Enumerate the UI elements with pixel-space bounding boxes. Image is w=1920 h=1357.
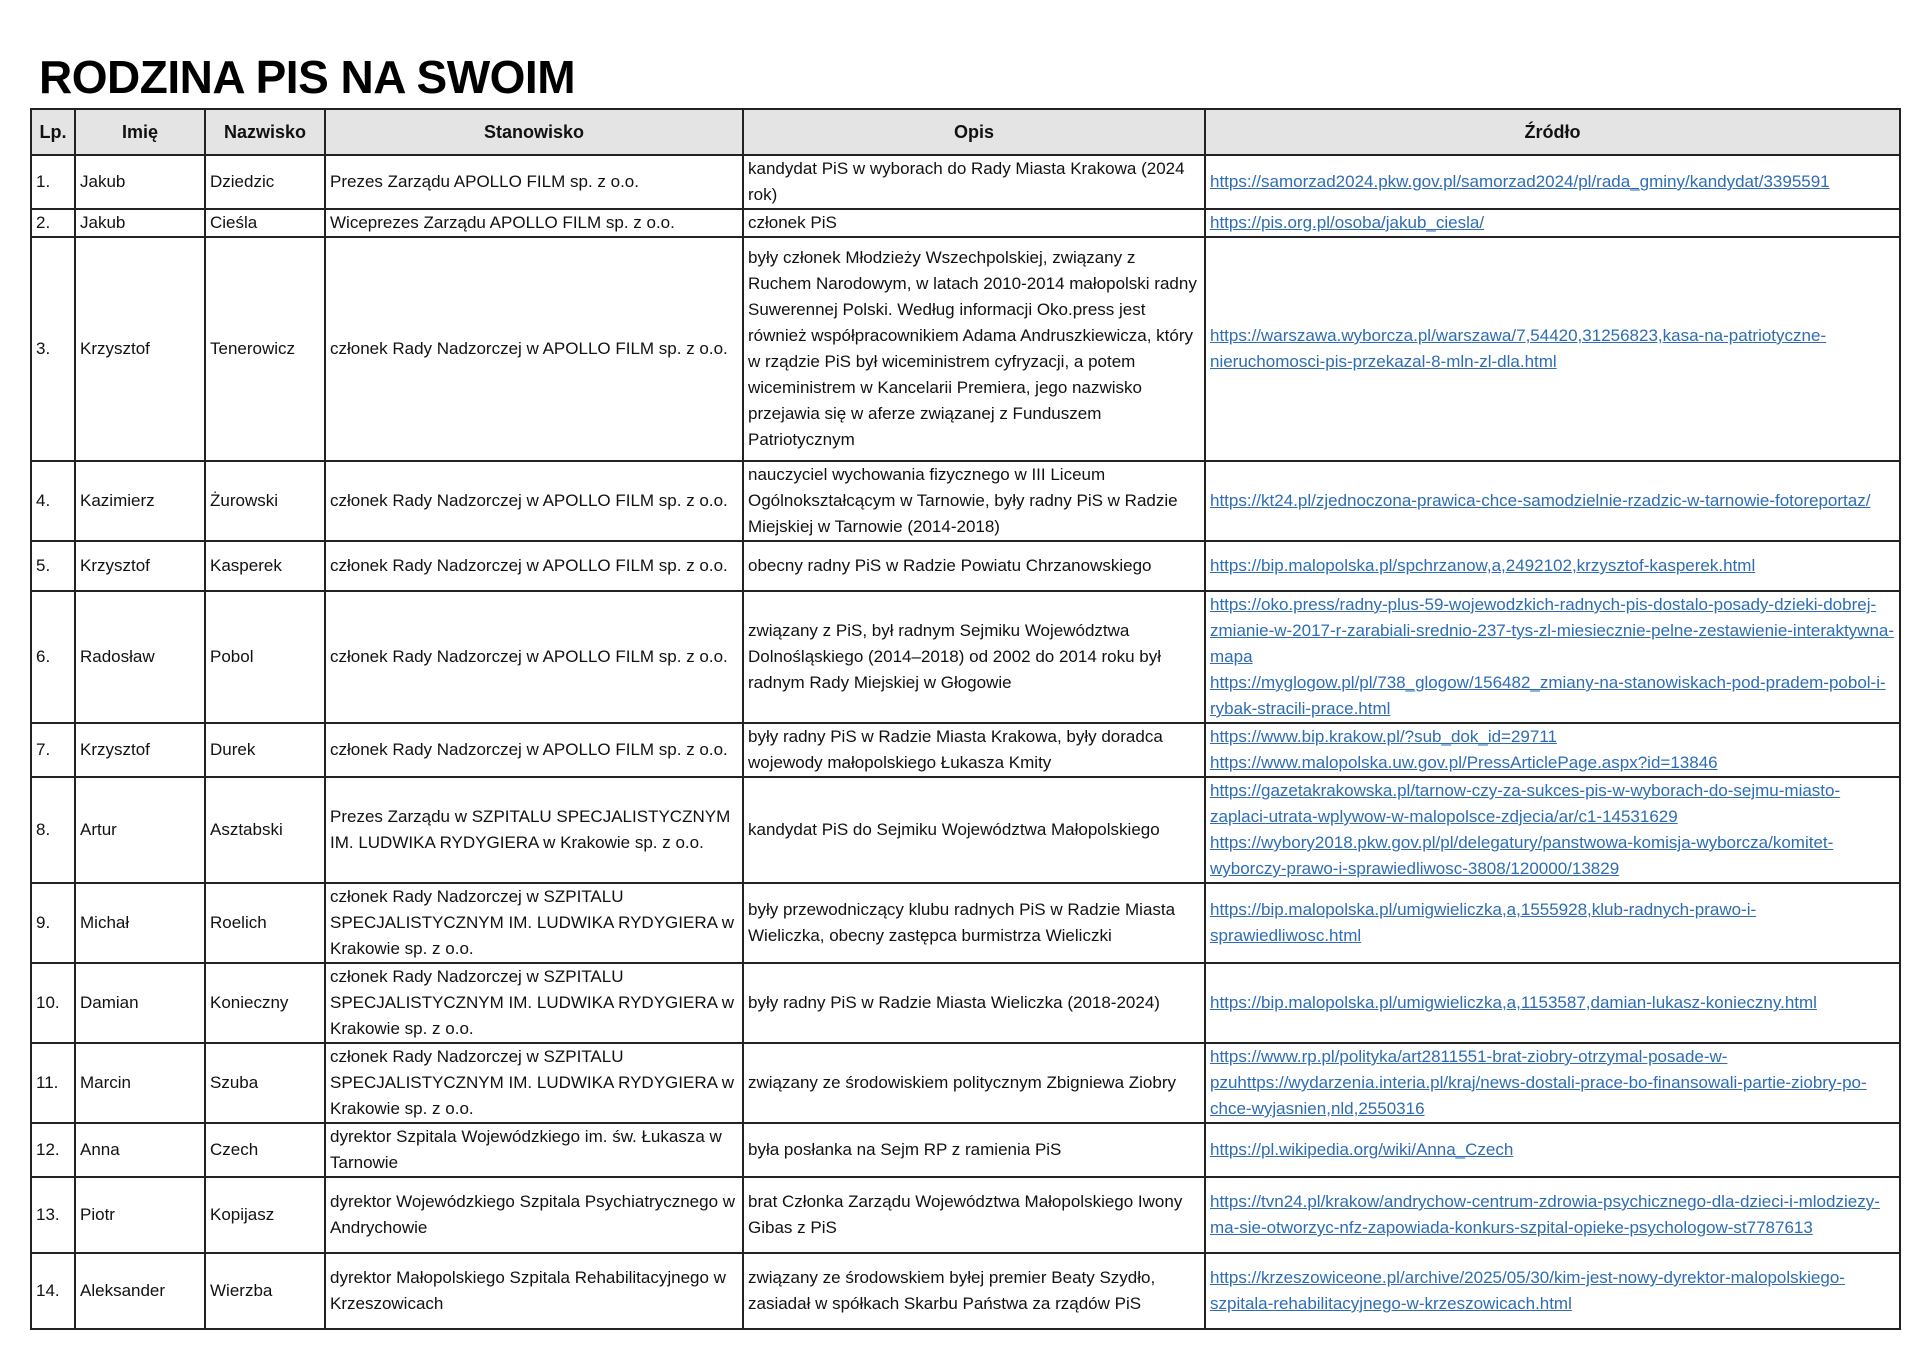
cell-nazwisko: Roelich	[205, 883, 325, 963]
cell-opis: były przewodniczący klubu radnych PiS w Radzie Miasta Wieliczka, obecny zastępca burmistrza Wieliczki	[743, 883, 1205, 963]
table-row	[31, 591, 1900, 723]
cell-stanowisko: dyrektor Szpitala Wojewódzkiego im. św. Łukasza w Tarnowie	[325, 1123, 743, 1177]
source-link[interactable]: https://samorzad2024.pkw.gov.pl/samorzad2024/pl/rada_gminy/kandydat/3395591	[1210, 172, 1830, 191]
cell-stanowisko: członek Rady Nadzorczej w SZPITALU SPECJALISTYCZNYM IM. LUDWIKA RYDYGIERA w Krakowie sp. z o.o.	[325, 883, 743, 963]
cell-stanowisko: członek Rady Nadzorczej w SZPITALU SPECJALISTYCZNYM IM. LUDWIKA RYDYGIERA w Krakowie sp. z o.o.	[325, 1043, 743, 1123]
page-title: RODZINA PIS NA SWOIM	[39, 51, 576, 103]
cell-lp: 3.	[31, 237, 75, 461]
cell-stanowisko: Wiceprezes Zarządu APOLLO FILM sp. z o.o.	[325, 209, 743, 237]
table-row	[31, 777, 1900, 883]
cell-opis: związany ze środowskiem byłej premier Beaty Szydło, zasiadał w spółkach Skarbu Państwa za rządów PiS	[743, 1253, 1205, 1329]
cell-lp: 9.	[31, 883, 75, 963]
cell-zrodlo	[1205, 591, 1900, 723]
cell-stanowisko: członek Rady Nadzorczej w APOLLO FILM sp. z o.o.	[325, 591, 743, 723]
source-link[interactable]: https://kt24.pl/zjednoczona-prawica-chce-samodzielnie-rzadzic-w-tarnowie-fotoreportaz/	[1210, 491, 1871, 510]
source-link[interactable]: https://warszawa.wyborcza.pl/warszawa/7,54420,31256823,kasa-na-patriotyczne-nieruchomosci-pis-przekazal-8-mln-zl-dla.html	[1210, 326, 1827, 371]
cell-imie: Kazimierz	[75, 461, 205, 541]
cell-opis: była posłanka na Sejm RP z ramienia PiS	[743, 1123, 1205, 1177]
table-row	[31, 461, 1900, 541]
cell-imie: Jakub	[75, 209, 205, 237]
cell-imie: Krzysztof	[75, 723, 205, 777]
cell-imie: Krzysztof	[75, 237, 205, 461]
source-link[interactable]: https://bip.malopolska.pl/spchrzanow,a,2492102,krzysztof-kasperek.html	[1210, 556, 1756, 575]
cell-zrodlo	[1205, 1253, 1900, 1329]
table-row	[31, 723, 1900, 777]
cell-zrodlo	[1205, 963, 1900, 1043]
cell-opis: obecny radny PiS w Radzie Powiatu Chrzanowskiego	[743, 541, 1205, 591]
cell-imie: Marcin	[75, 1043, 205, 1123]
table-row	[31, 1123, 1900, 1177]
cell-lp: 5.	[31, 541, 75, 591]
cell-imie: Michał	[75, 883, 205, 963]
cell-stanowisko: Prezes Zarządu APOLLO FILM sp. z o.o.	[325, 155, 743, 209]
cell-nazwisko: Tenerowicz	[205, 237, 325, 461]
header-imie: Imię	[75, 109, 205, 155]
cell-nazwisko: Kasperek	[205, 541, 325, 591]
cell-opis: związany z PiS, był radnym Sejmiku Województwa Dolnośląskiego (2014–2018) od 2002 do 2014 roku był radnym Rady Miejskiej w Głogowie	[743, 591, 1205, 723]
cell-opis: kandydat PiS do Sejmiku Województwa Małopolskiego	[743, 777, 1205, 883]
table-row	[31, 1253, 1900, 1329]
header-stanowisko: Stanowisko	[325, 109, 743, 155]
table-row	[31, 883, 1900, 963]
cell-opis: brat Członka Zarządu Województwa Małopolskiego Iwony Gibas z PiS	[743, 1177, 1205, 1253]
cell-stanowisko: członek Rady Nadzorczej w APOLLO FILM sp. z o.o.	[325, 461, 743, 541]
cell-stanowisko: Prezes Zarządu w SZPITALU SPECJALISTYCZNYM IM. LUDWIKA RYDYGIERA w Krakowie sp. z o.o.	[325, 777, 743, 883]
cell-opis: były radny PiS w Radzie Miasta Krakowa, były doradca wojewody małopolskiego Łukasza Kmity	[743, 723, 1205, 777]
cell-zrodlo	[1205, 777, 1900, 883]
source-link[interactable]: https://myglogow.pl/pl/738_glogow/156482_zmiany-na-stanowiskach-pod-pradem-pobol-i-rybak-stracili-prace.html	[1210, 673, 1886, 718]
cell-zrodlo	[1205, 1177, 1900, 1253]
cell-zrodlo	[1205, 155, 1900, 209]
cell-lp: 1.	[31, 155, 75, 209]
cell-opis: były radny PiS w Radzie Miasta Wieliczka (2018-2024)	[743, 963, 1205, 1043]
source-link[interactable]: https://bip.malopolska.pl/umigwieliczka,a,1555928,klub-radnych-prawo-i-sprawiedliwosc.html	[1210, 900, 1757, 945]
cell-opis: członek PiS	[743, 209, 1205, 237]
cell-nazwisko: Czech	[205, 1123, 325, 1177]
cell-opis: związany ze środowiskiem politycznym Zbigniewa Ziobry	[743, 1043, 1205, 1123]
cell-imie: Damian	[75, 963, 205, 1043]
cell-nazwisko: Cieśla	[205, 209, 325, 237]
cell-opis: były członek Młodzieży Wszechpolskiej, związany z Ruchem Narodowym, w latach 2010-2014 małopolski radny Suwerennej Polski. Według informacji Oko.press jest również współpracownikiem Adama Andruszkiewicza, który w rządzie PiS był wiceministrem cyfryzacji, a potem wiceministrem w Kancelarii Premiera, jego nazwisko przejawia się w aferze związanej z Funduszem Patriotycznym	[743, 237, 1205, 461]
source-link[interactable]: https://oko.press/radny-plus-59-wojewodzkich-radnych-pis-dostalo-posady-dzieki-dobrej-zmianie-w-2017-r-zarabiali-srednio-237-tys-zl-miesiecznie-pelne-zestawienie-interaktywna-mapa	[1210, 595, 1895, 666]
cell-lp: 12.	[31, 1123, 75, 1177]
cell-lp: 11.	[31, 1043, 75, 1123]
source-link[interactable]: https://www.bip.krakow.pl/?sub_dok_id=29711	[1210, 727, 1557, 746]
cell-zrodlo	[1205, 883, 1900, 963]
cell-zrodlo	[1205, 723, 1900, 777]
cell-zrodlo	[1205, 209, 1900, 237]
cell-opis: nauczyciel wychowania fizycznego w III Liceum Ogólnokształcącym w Tarnowie, były radny PiS w Radzie Miejskiej w Tarnowie (2014-2018)	[743, 461, 1205, 541]
cell-imie: Krzysztof	[75, 541, 205, 591]
table-header-row	[31, 109, 1900, 155]
cell-lp: 8.	[31, 777, 75, 883]
cell-stanowisko: dyrektor Małopolskiego Szpitala Rehabilitacyjnego w Krzeszowicach	[325, 1253, 743, 1329]
table-row	[31, 155, 1900, 209]
cell-nazwisko: Pobol	[205, 591, 325, 723]
cell-nazwisko: Żurowski	[205, 461, 325, 541]
table-row	[31, 1043, 1900, 1123]
cell-zrodlo	[1205, 1123, 1900, 1177]
cell-nazwisko: Dziedzic	[205, 155, 325, 209]
cell-zrodlo	[1205, 461, 1900, 541]
cell-lp: 6.	[31, 591, 75, 723]
table-row	[31, 963, 1900, 1043]
cell-nazwisko: Wierzba	[205, 1253, 325, 1329]
cell-imie: Radosław	[75, 591, 205, 723]
header-nazwisko: Nazwisko	[205, 109, 325, 155]
header-opis: Opis	[743, 109, 1205, 155]
people-table	[30, 108, 1901, 1330]
source-link[interactable]: https://gazetakrakowska.pl/tarnow-czy-za-sukces-pis-w-wyborach-do-sejmu-miasto-zaplaci-utrata-wplywow-w-malopolsce-zdjecia/ar/c1-14531629	[1210, 781, 1841, 826]
table-body	[31, 155, 1900, 1329]
cell-lp: 4.	[31, 461, 75, 541]
cell-opis: kandydat PiS w wyborach do Rady Miasta Krakowa (2024 rok)	[743, 155, 1205, 209]
header-zrodlo: Źródło	[1205, 109, 1900, 155]
cell-imie: Aleksander	[75, 1253, 205, 1329]
cell-lp: 10.	[31, 963, 75, 1043]
table-row	[31, 237, 1900, 461]
cell-imie: Piotr	[75, 1177, 205, 1253]
source-link[interactable]: https://www.malopolska.uw.gov.pl/PressArticlePage.aspx?id=13846	[1210, 753, 1718, 772]
source-link[interactable]: https://pis.org.pl/osoba/jakub_ciesla/	[1210, 213, 1485, 232]
table-row	[31, 541, 1900, 591]
source-link[interactable]: https://tvn24.pl/krakow/andrychow-centrum-zdrowia-psychicznego-dla-dzieci-i-mlodziezy-ma-sie-otworzyc-nfz-zapowiada-konkurs-szpital-opieke-psychologow-st7787613	[1210, 1192, 1880, 1237]
cell-lp: 13.	[31, 1177, 75, 1253]
cell-zrodlo	[1205, 541, 1900, 591]
cell-stanowisko: członek Rady Nadzorczej w APOLLO FILM sp. z o.o.	[325, 723, 743, 777]
cell-stanowisko: członek Rady Nadzorczej w SZPITALU SPECJALISTYCZNYM IM. LUDWIKA RYDYGIERA w Krakowie sp. z o.o.	[325, 963, 743, 1043]
cell-nazwisko: Durek	[205, 723, 325, 777]
cell-lp: 14.	[31, 1253, 75, 1329]
header-lp: Lp.	[31, 109, 75, 155]
cell-zrodlo	[1205, 1043, 1900, 1123]
cell-imie: Jakub	[75, 155, 205, 209]
cell-stanowisko: członek Rady Nadzorczej w APOLLO FILM sp. z o.o.	[325, 237, 743, 461]
source-link[interactable]: https://pl.wikipedia.org/wiki/Anna_Czech	[1210, 1140, 1514, 1159]
cell-stanowisko: członek Rady Nadzorczej w APOLLO FILM sp. z o.o.	[325, 541, 743, 591]
source-link[interactable]: https://krzeszowiceone.pl/archive/2025/05/30/kim-jest-nowy-dyrektor-malopolskiego-szpitala-rehabilitacyjnego-w-krzeszowicach.html	[1210, 1268, 1845, 1313]
source-link[interactable]: https://bip.malopolska.pl/umigwieliczka,a,1153587,damian-lukasz-konieczny.html	[1210, 993, 1817, 1012]
cell-nazwisko: Asztabski	[205, 777, 325, 883]
source-link[interactable]: https://wybory2018.pkw.gov.pl/pl/delegatury/panstwowa-komisja-wyborcza/komitet-wyborczy-prawo-i-sprawiedliwosc-3808/120000/13829	[1210, 833, 1834, 878]
cell-nazwisko: Kopijasz	[205, 1177, 325, 1253]
table-row	[31, 209, 1900, 237]
cell-zrodlo	[1205, 237, 1900, 461]
cell-imie: Artur	[75, 777, 205, 883]
cell-lp: 2.	[31, 209, 75, 237]
cell-stanowisko: dyrektor Wojewódzkiego Szpitala Psychiatrycznego w Andrychowie	[325, 1177, 743, 1253]
cell-lp: 7.	[31, 723, 75, 777]
table-row	[31, 1177, 1900, 1253]
cell-nazwisko: Szuba	[205, 1043, 325, 1123]
cell-nazwisko: Konieczny	[205, 963, 325, 1043]
source-link[interactable]: https://www.rp.pl/polityka/art2811551-brat-ziobry-otrzymal-posade-w-pzuhttps://wydarzenia.interia.pl/kraj/news-dostali-prace-bo-finansowali-partie-ziobry-po-chce-wyjasnien,nld,2550316	[1210, 1047, 1867, 1118]
cell-imie: Anna	[75, 1123, 205, 1177]
